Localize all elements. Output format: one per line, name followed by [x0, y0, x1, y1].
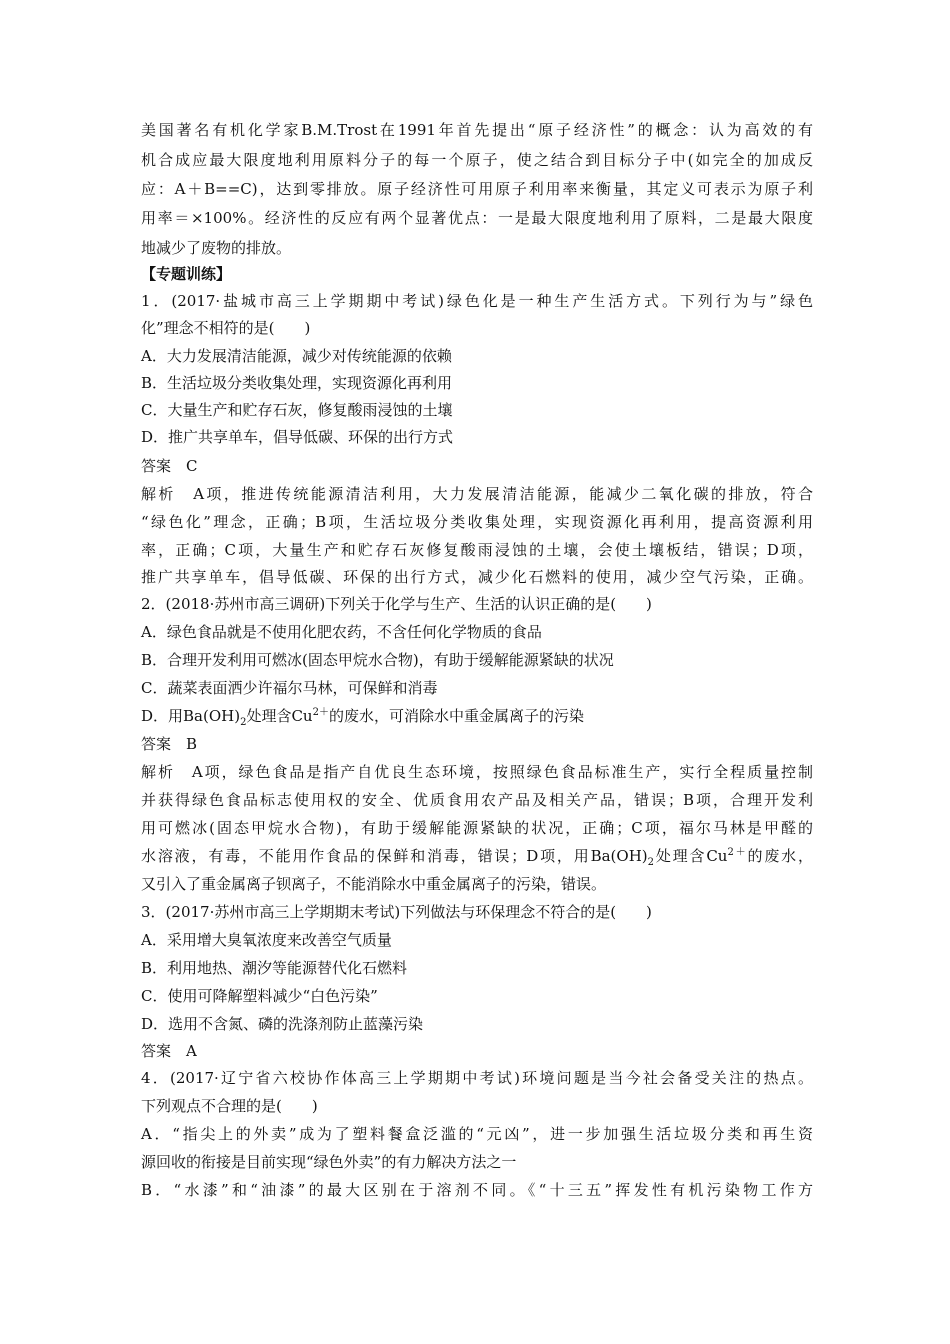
option-b: B．利用地热、潮汐等能源替代化石燃料 [141, 959, 408, 977]
answer: 答案 A [141, 1042, 197, 1060]
option-c: C．大量生产和贮存石灰，修复酸雨浸蚀的土壤 [141, 401, 453, 419]
analysis-line: 又引入了重金属离子钡离子，不能消除水中重金属离子的污染，错误。 [141, 875, 607, 893]
analysis-text: 水溶液，有毒，不能用作食品的保鲜和消毒，错误；D项，用Ba(OH) [141, 847, 648, 865]
option-d: D．选用不含氮、磷的洗涤剂防止蓝藻污染 [141, 1015, 424, 1033]
question-stem: 4．(2017·辽宁省六校协作体高三上学期期中考试)环境问题是当今社会备受关注的热点。 [141, 1069, 813, 1087]
answer: 答案 C [141, 457, 198, 475]
analysis-line: “绿色化”理念，正确；B项，生活垃圾分类收集处理，实现资源化再利用，提高资源利用 [141, 513, 813, 531]
option-b: B．“水漆”和“油漆”的最大区别在于溶剂不同。《“十三五”挥发性有机污染物工作方 [141, 1181, 813, 1199]
option-d-text: D．用Ba(OH) [141, 707, 241, 725]
question-stem: 下列观点不合理的是( ) [141, 1097, 318, 1115]
analysis-line: 用可燃冰(固态甲烷水合物)，有助于缓解能源紧缺的状况，正确；C项，福尔马林是甲醛的 [141, 819, 813, 837]
analysis-line: 并获得绿色食品标志使用权的安全、优质食用农产品及相关产品，错误；B项，合理开发利 [141, 791, 813, 809]
option-a: A．“指尖上的外卖”成为了塑料餐盒泛滥的“元凶”，进一步加强生活垃圾分类和再生资 [141, 1125, 813, 1143]
superscript: 2＋ [727, 847, 748, 858]
question-stem: 1．(2017·盐城市高三上学期期中考试)绿色化是一种生产生活方式。下列行为与”绿色 [141, 292, 813, 310]
answer: 答案 B [141, 735, 198, 753]
superscript: 2＋ [312, 707, 329, 718]
option-d [141, 706, 813, 728]
option-a: 源回收的衔接是目前实现“绿色外卖”的有力解决方法之一 [141, 1153, 517, 1171]
intro-line: 美国著名有机化学家B.M.Trost在1991年首先提出“原子经济性”的概念：认为高效的有 [141, 121, 813, 139]
option-c: C．使用可降解塑料减少“白色污染” [141, 987, 378, 1005]
option-c: C．蔬菜表面洒少许福尔马林，可保鲜和消毒 [141, 679, 438, 697]
intro-line: 地减少了废物的排放。 [141, 239, 292, 257]
question-stem: 3．(2017·苏州市高三上学期期末考试)下列做法与环保理念不符合的是( ) [141, 903, 652, 921]
question-stem: 2．(2018·苏州市高三调研)下列关于化学与生产、生活的认识正确的是( ) [141, 595, 652, 613]
option-a: A．大力发展清洁能源，减少对传统能源的依赖 [141, 347, 452, 365]
option-a: A．绿色食品就是不使用化肥农药，不含任何化学物质的食品 [141, 623, 542, 641]
analysis-line: 解析 A项，绿色食品是指产自优良生态环境，按照绿色食品标准生产，实行全程质量控制 [141, 763, 813, 781]
question-stem: 化”理念不相符的是( ) [141, 319, 311, 337]
option-d-text: 处理含Cu [246, 707, 313, 725]
intro-line: 应：A＋B==C)，达到零排放。原子经济性可用原子利用率来衡量，其定义可表示为原子利 [141, 180, 813, 198]
section-title: 【专题训练】 [141, 265, 232, 283]
analysis-text: 的废水， [747, 847, 814, 865]
analysis-line: 推广共享单车，倡导低碳、环保的出行方式，减少化石燃料的使用，减少空气污染，正确。 [141, 568, 813, 586]
intro-line: 用率＝×100%。经济性的反应有两个显著优点：一是最大限度地利用了原料，二是最大限度 [141, 209, 813, 227]
subscript: 2 [647, 857, 655, 868]
intro-line: 机合成应最大限度地利用原料分子的每一个原子，使之结合到目标分子中(如完全的加成反 [141, 151, 813, 169]
option-d-text: 的废水，可消除水中重金属离子的污染 [328, 707, 584, 725]
analysis-line: 解析 A项，推进传统能源清洁利用，大力发展清洁能源，能减少二氧化碳的排放，符合 [141, 485, 813, 503]
analysis-text: 处理含Cu [654, 847, 728, 865]
analysis-line [141, 846, 813, 868]
analysis-line: 率，正确；C项，大量生产和贮存石灰修复酸雨浸蚀的土壤，会使土壤板结，错误；D项， [141, 541, 813, 559]
option-d: D．推广共享单车，倡导低碳、环保的出行方式 [141, 428, 454, 446]
option-a: A．采用增大臭氧浓度来改善空气质量 [141, 931, 392, 949]
subscript: 2 [240, 717, 247, 728]
option-b: B．生活垃圾分类收集处理，实现资源化再利用 [141, 374, 453, 392]
option-b: B．合理开发利用可燃冰(固态甲烷水合物)，有助于缓解能源紧缺的状况 [141, 651, 614, 669]
